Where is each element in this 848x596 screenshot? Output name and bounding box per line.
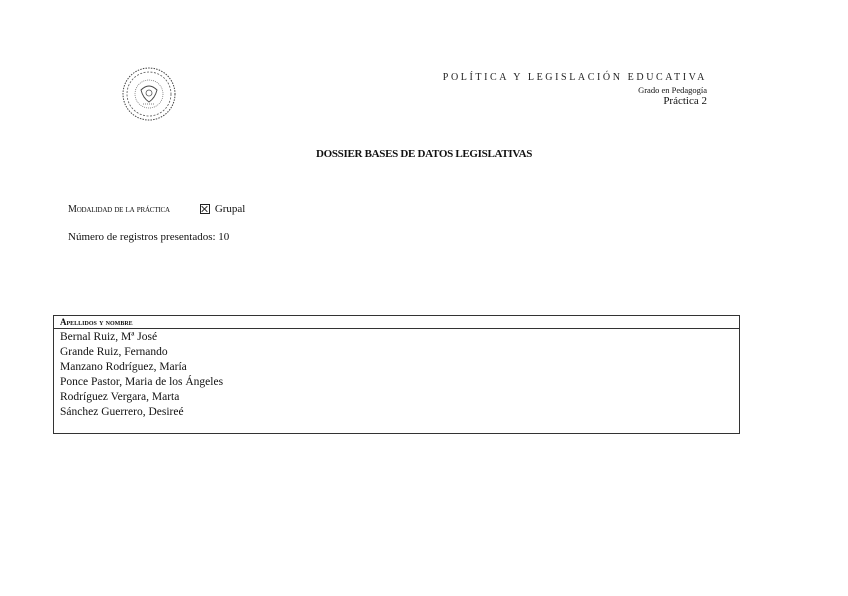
course-title: POLÍTICA Y LEGISLACIÓN EDUCATIVA bbox=[442, 72, 707, 83]
list-item: Ponce Pastor, Maria de los Ángeles bbox=[60, 376, 224, 388]
list-item: Rodríguez Vergara, Marta bbox=[60, 391, 180, 403]
names-table bbox=[53, 315, 740, 434]
practice-number: Práctica 2 bbox=[663, 95, 707, 107]
modalidad-row bbox=[68, 203, 245, 215]
grupal-checkbox[interactable] bbox=[200, 204, 210, 214]
list-item: Manzano Rodríguez, María bbox=[60, 361, 187, 373]
list-item: Grande Ruiz, Fernando bbox=[60, 346, 168, 358]
names-table-header: Apellidos y nombre bbox=[54, 316, 739, 329]
names-list bbox=[54, 329, 739, 421]
grupal-option-label: Grupal bbox=[214, 203, 246, 215]
document-title: DOSSIER BASES DE DATOS LEGISLATIVAS bbox=[315, 148, 533, 160]
university-seal-icon bbox=[121, 66, 177, 122]
degree-name: Grado en Pedagogía bbox=[638, 85, 707, 95]
list-item: Sánchez Guerrero, Desireé bbox=[60, 406, 184, 418]
course-header bbox=[443, 72, 707, 107]
registros-count: Número de registros presentados: 10 bbox=[68, 231, 230, 243]
modalidad-label: Modalidad de la práctica bbox=[68, 203, 170, 215]
list-item: Bernal Ruiz, Mª José bbox=[60, 331, 158, 343]
